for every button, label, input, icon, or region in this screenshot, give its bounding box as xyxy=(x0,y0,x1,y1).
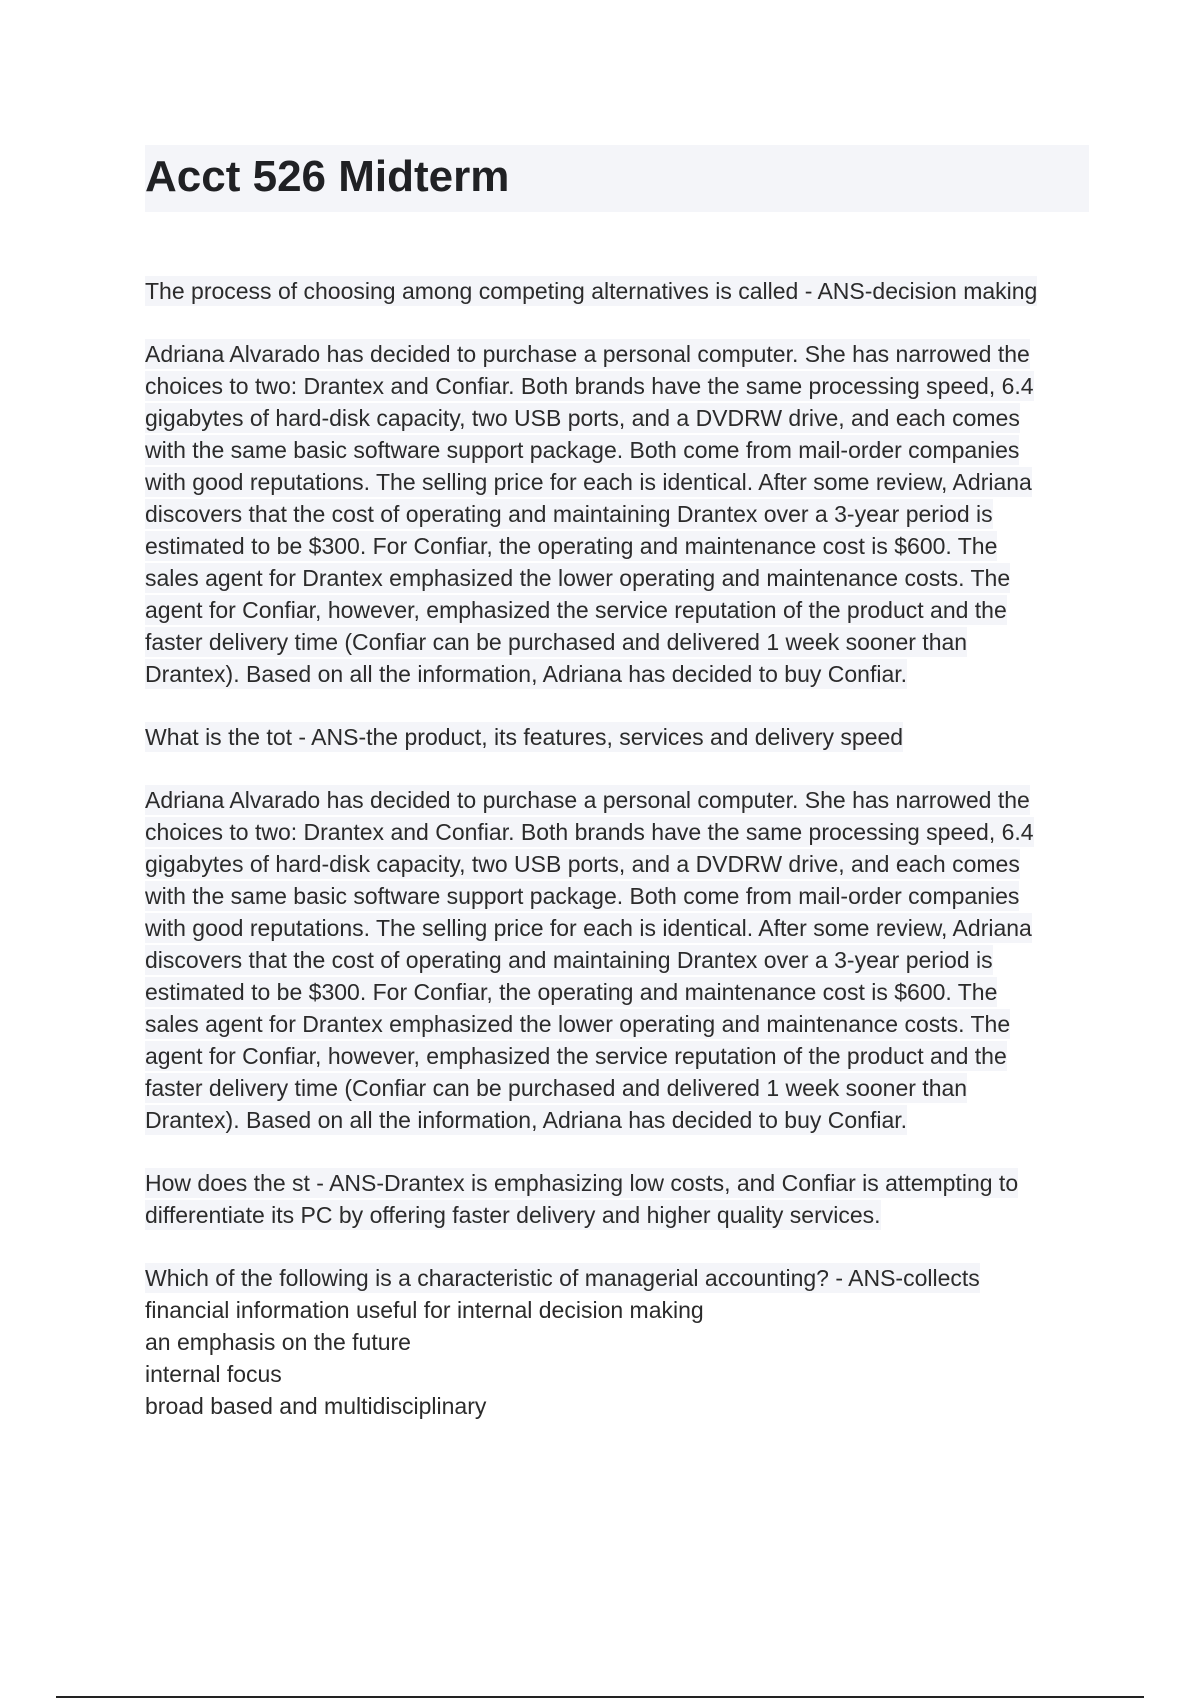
entry-text: discovers that the cost of operating and maintaining Drantex over a 3-year period is xyxy=(145,947,993,973)
entry-text: Adriana Alvarado has decided to purchase a personal computer. She has narrowed the xyxy=(145,787,1030,813)
qa-entry xyxy=(145,338,1095,690)
entry-text: with good reputations. The selling price for each is identical. After some review, Adriana xyxy=(145,469,1032,495)
entry-text: Drantex). Based on all the information, Adriana has decided to buy Confiar. xyxy=(145,1107,908,1133)
qa-entry xyxy=(145,721,1095,753)
entry-text: sales agent for Drantex emphasized the lower operating and maintenance costs. The xyxy=(145,565,1011,591)
entry-text: How does the st - ANS-Drantex is emphasizing low costs, and Confiar is attempting to xyxy=(145,1170,1019,1196)
entry-text: with the same basic software support package. Both come from mail-order companies xyxy=(145,437,1020,463)
entry-text: faster delivery time (Confiar can be purchased and delivered 1 week sooner than xyxy=(145,629,968,655)
entry-text: The process of choosing among competing alternatives is called - ANS-decision making xyxy=(145,278,1038,304)
qa-entry xyxy=(145,1262,1095,1422)
entry-text: estimated to be $300. For Confiar, the operating and maintenance cost is $600. The xyxy=(145,979,998,1005)
entry-text: Which of the following is a characteristic of managerial accounting? - ANS-collects xyxy=(145,1265,980,1291)
entry-text: differentiate its PC by offering faster delivery and higher quality services. xyxy=(145,1202,881,1228)
entry-text: Drantex). Based on all the information, Adriana has decided to buy Confiar. xyxy=(145,661,908,687)
document-body xyxy=(145,275,1095,1453)
entry-text: discovers that the cost of operating and maintaining Drantex over a 3-year period is xyxy=(145,501,993,527)
entry-text: financial information useful for internal decision making xyxy=(145,1297,704,1323)
entry-text: agent for Confiar, however, emphasized the service reputation of the product and the xyxy=(145,597,1007,623)
qa-entry xyxy=(145,1167,1095,1231)
entry-text: choices to two: Drantex and Confiar. Both brands have the same processing speed, 6.4 xyxy=(145,819,1034,845)
entry-text: agent for Confiar, however, emphasized the service reputation of the product and the xyxy=(145,1043,1007,1069)
qa-entry xyxy=(145,275,1095,307)
page-title: Acct 526 Midterm xyxy=(145,152,510,201)
entry-text: internal focus xyxy=(145,1361,282,1387)
qa-entry xyxy=(145,784,1095,1136)
entry-text: What is the tot - ANS-the product, its features, services and delivery speed xyxy=(145,724,904,750)
entry-text: gigabytes of hard-disk capacity, two USB ports, and a DVDRW drive, and each comes xyxy=(145,405,1020,431)
entry-text: sales agent for Drantex emphasized the lower operating and maintenance costs. The xyxy=(145,1011,1011,1037)
entry-text: gigabytes of hard-disk capacity, two USB ports, and a DVDRW drive, and each comes xyxy=(145,851,1020,877)
entry-text: estimated to be $300. For Confiar, the operating and maintenance cost is $600. The xyxy=(145,533,998,559)
entry-text: with good reputations. The selling price for each is identical. After some review, Adriana xyxy=(145,915,1032,941)
entry-text: an emphasis on the future xyxy=(145,1329,411,1355)
entry-text: with the same basic software support package. Both come from mail-order companies xyxy=(145,883,1020,909)
page-bottom-rule xyxy=(56,1696,1144,1698)
title-block xyxy=(145,145,1089,212)
entry-text: broad based and multidisciplinary xyxy=(145,1393,487,1419)
entry-text: Adriana Alvarado has decided to purchase a personal computer. She has narrowed the xyxy=(145,341,1030,367)
entry-text: choices to two: Drantex and Confiar. Both brands have the same processing speed, 6.4 xyxy=(145,373,1034,399)
entry-text: faster delivery time (Confiar can be purchased and delivered 1 week sooner than xyxy=(145,1075,968,1101)
